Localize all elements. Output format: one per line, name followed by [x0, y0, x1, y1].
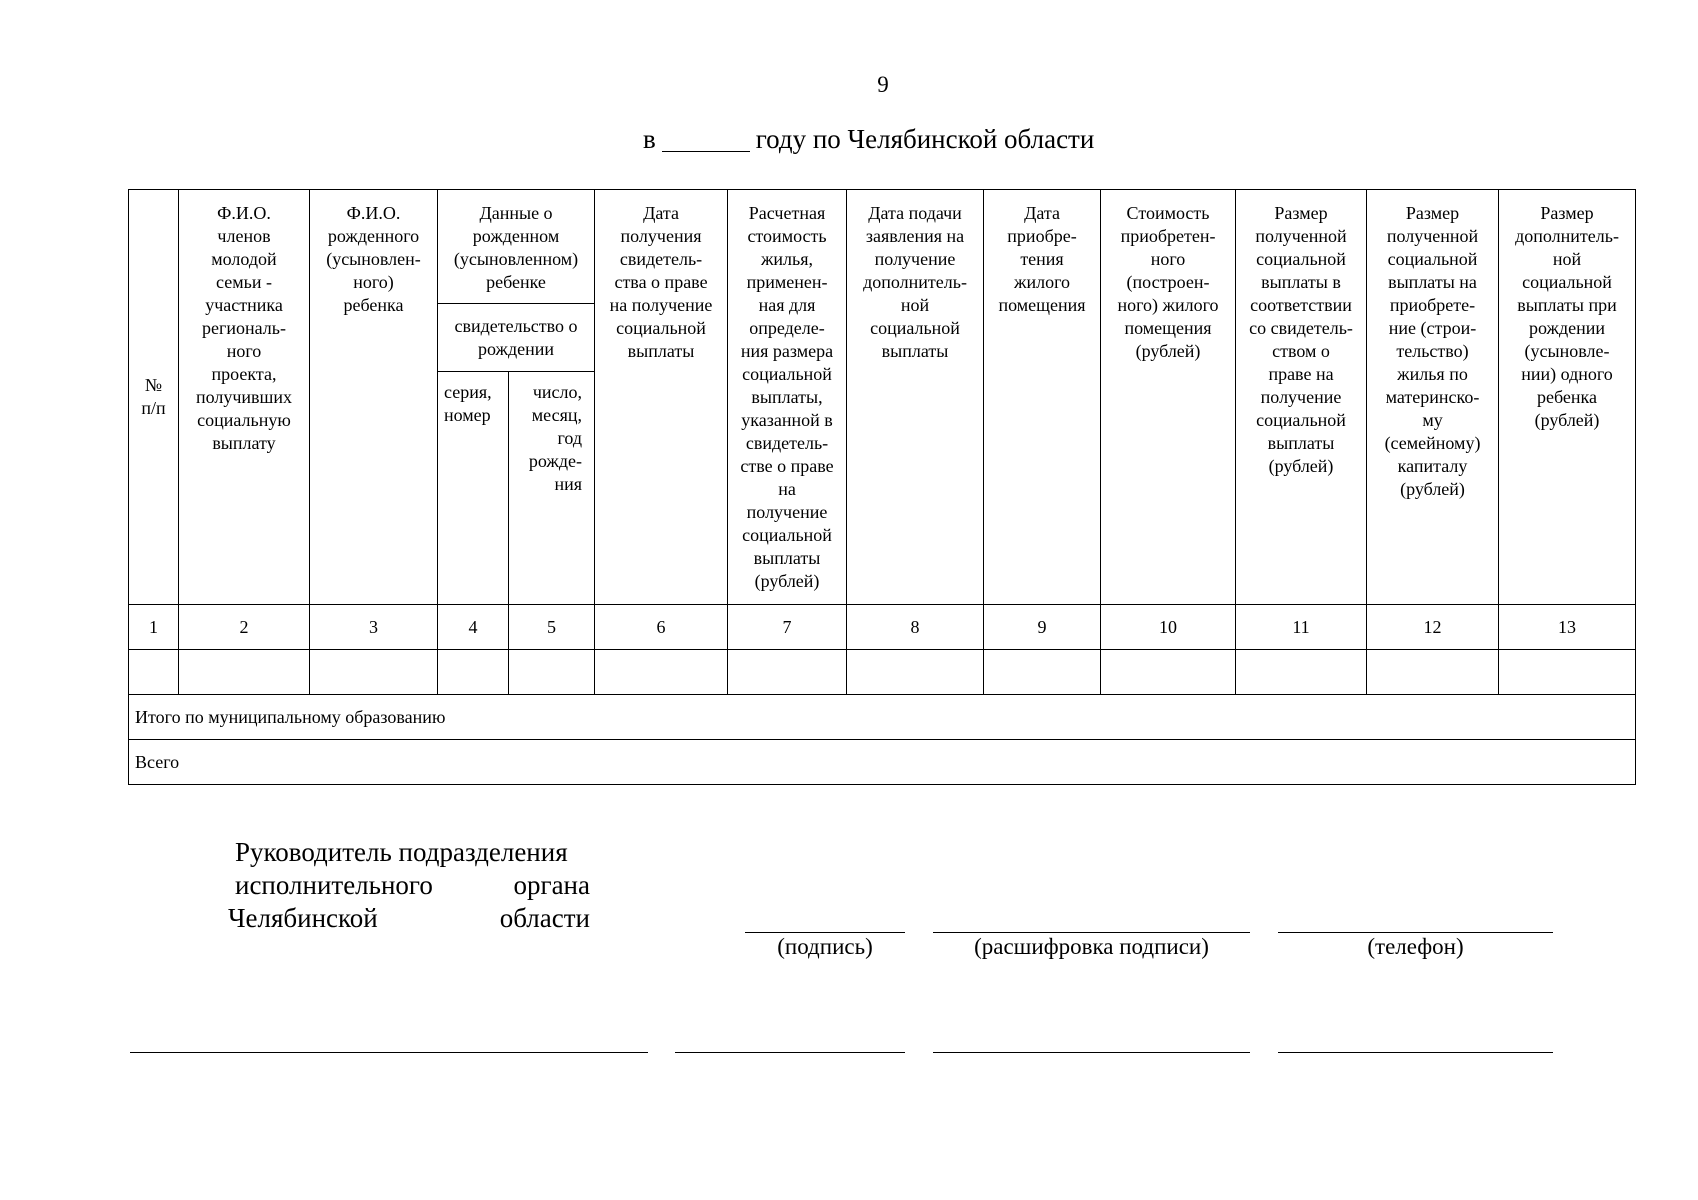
signature-caption: (подпись)	[777, 934, 873, 959]
empty-cell	[1236, 650, 1367, 695]
column-number-row	[129, 605, 1636, 650]
decoding-line	[933, 932, 1250, 933]
report-table	[128, 189, 1636, 785]
position-line-1: Руководитель подразделения	[235, 837, 568, 867]
empty-cell	[1367, 650, 1499, 695]
header-child-fio: Ф.И.О. рожденного (усыновлен- ного) ребенка	[310, 190, 438, 605]
header-purchase-date: Дата приобре- тения жилого помещения	[984, 190, 1101, 605]
empty-cell	[509, 650, 595, 695]
column-number: 3	[310, 605, 438, 650]
header-series-number: серия, номер	[438, 372, 509, 605]
column-number: 7	[728, 605, 847, 650]
signer-position	[228, 836, 590, 935]
column-number: 9	[984, 605, 1101, 650]
phone-line	[1278, 932, 1553, 933]
signature-line	[745, 932, 905, 933]
bottom-line	[675, 1052, 905, 1053]
empty-data-row	[129, 650, 1636, 695]
table-title	[643, 124, 1094, 155]
empty-cell	[1499, 650, 1636, 695]
position-line-3	[228, 902, 590, 935]
position-word: органа	[513, 870, 590, 900]
header-family-fio: Ф.И.О. членов молодой семьи - участника региональ- ного проекта, получивших социальную выплату	[179, 190, 310, 605]
empty-cell	[310, 650, 438, 695]
title-suffix: году по Челябинской области	[755, 124, 1095, 154]
column-number: 12	[1367, 605, 1499, 650]
header-child-data: Данные о рожденном (усыновленном) ребенке	[438, 190, 595, 304]
header-num: № п/п	[129, 190, 179, 605]
header-estimated-cost: Расчетная стоимость жилья, применен- ная для определе- ния размера социальной выплаты, указанной в свидетель- стве о праве на получение социальной выплаты (рублей)	[728, 190, 847, 605]
total-all-row	[129, 740, 1636, 785]
total-all-label: Всего	[129, 740, 1636, 785]
position-word: Челябинской	[228, 903, 378, 933]
header-housing-cost: Стоимость приобретен- ного (построен- ного) жилого помещения (рублей)	[1101, 190, 1236, 605]
column-number: 8	[847, 605, 984, 650]
empty-cell	[129, 650, 179, 695]
column-number: 6	[595, 605, 728, 650]
bottom-line	[933, 1052, 1250, 1053]
empty-cell	[1101, 650, 1236, 695]
bottom-line	[130, 1052, 648, 1053]
bottom-line	[1278, 1052, 1553, 1053]
total-municipal-label: Итого по муниципальному образованию	[129, 695, 1636, 740]
position-line-2	[235, 869, 590, 902]
header-cert-date: Дата получения свидетель- ства о праве на получение социальной выплаты	[595, 190, 728, 605]
column-number: 10	[1101, 605, 1236, 650]
column-number: 11	[1236, 605, 1367, 650]
column-number: 13	[1499, 605, 1636, 650]
header-row-1	[129, 190, 1636, 304]
header-birth-certificate: свидетельство о рождении	[438, 304, 595, 372]
empty-cell	[179, 650, 310, 695]
column-number: 5	[509, 605, 595, 650]
empty-cell	[438, 650, 509, 695]
page-number: 9	[877, 72, 889, 97]
header-application-date: Дата подачи заявления на получение дополнитель- ной социальной выплаты	[847, 190, 984, 605]
header-payment-additional: Размер дополнитель- ной социальной выплаты при рождении (усыновле- нии) одного ребенка (рублей)	[1499, 190, 1636, 605]
total-municipal-row	[129, 695, 1636, 740]
header-birth-date: число, месяц, год рожде- ния	[509, 372, 595, 605]
header-payment-maternal: Размер полученной социальной выплаты на приобрете- ние (строи- тельство) жилья по материнско- му (семейному) капиталу (рублей)	[1367, 190, 1499, 605]
phone-caption: (телефон)	[1367, 934, 1464, 959]
empty-cell	[595, 650, 728, 695]
empty-cell	[984, 650, 1101, 695]
empty-cell	[728, 650, 847, 695]
empty-cell	[847, 650, 984, 695]
column-number: 4	[438, 605, 509, 650]
column-number: 2	[179, 605, 310, 650]
decoding-caption: (расшифровка подписи)	[974, 934, 1209, 959]
header-payment-cert: Размер полученной социальной выплаты в соответствии со свидетель- ством о праве на получение социальной выплаты (рублей)	[1236, 190, 1367, 605]
title-prefix: в	[643, 124, 656, 154]
position-word: исполнительного	[235, 870, 433, 900]
year-blank-line	[662, 129, 750, 152]
column-number: 1	[129, 605, 179, 650]
position-word: области	[499, 903, 590, 933]
